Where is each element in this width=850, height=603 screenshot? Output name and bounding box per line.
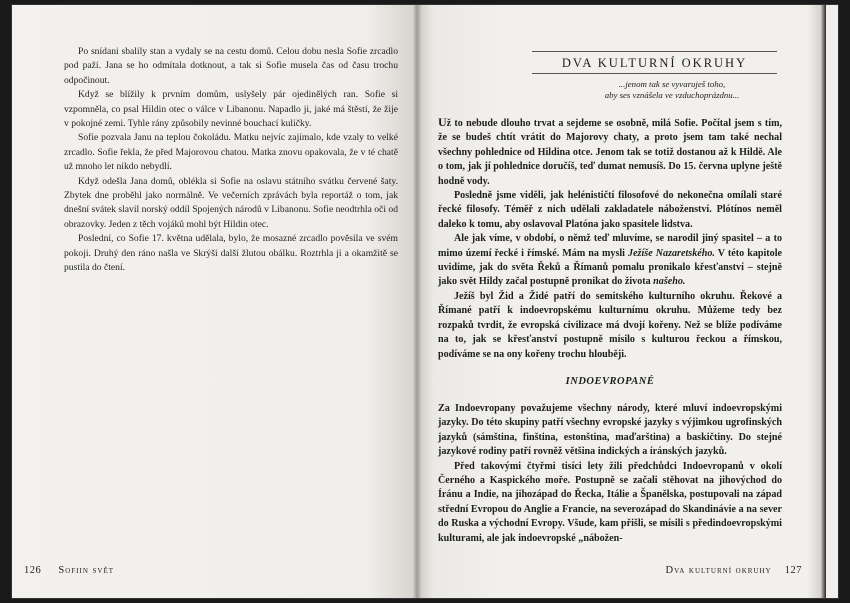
epigraph-line-1: ...jenom tak se vyvaruješ toho, [618,79,726,89]
left-page [12,5,416,598]
initial-letter: U [438,115,447,129]
section-heading: INDOEVROPANÉ [565,376,655,387]
emphasis-jesus-nazarene: Ježíše Nazaretského. [628,247,715,259]
right-page-body-section [438,402,782,546]
right-running-head: Dva kulturní okruhy [665,565,772,576]
right-page-number: 127 [784,565,802,576]
left-paragraph-2: Když se blížily k prvním domům, uslyšely pár ojedinělých ran. Sofie si vzpomněla, co psal Hildin otec o válce v Libanonu. Napadlo ji, jaké má štěstí, že žije v pokojné zemi. Tyhle rány způsobily nevinné bouchací kuličky. [64,89,398,130]
right-paragraph-1 [438,115,782,189]
right-paragraph-4: Ježíš byl Žid a Židé patří do semitského kulturního okruhu. Řekové a Římané patří k indoevropskému kulturnímu okruhu. Můžeme tedy bez rozpaků tvrdit, že evropská civilizace má dvojí kořeny. Než se blíže podíváme na to, jak se křesťanství postupně mísilo s kulturou řeckou a římskou, podíváme se na ony kořeny trochu hlouběji. [438,290,782,360]
left-page-number: 126 [24,565,42,576]
right-paragraph-1-text: ž to nebude dlouho trvat a sejdeme se osobně, milá Sofie. Počítal jsem s tím, že se budeš chtít vrátit do Majorovy chaty, a proto jsem tam také nechal všechny pohlednice od Hildina otce. Jenom tak se totiž dostanou až k Hildě. Ale o tom, jak jí pohlednice doručíš, teď dumat nemusíš. Do 15. června uplyne ještě hodně vody. [438,118,782,187]
right-paragraph-5: Za Indoevropany považujeme všechny národy, které mluví indoevropskými jazyky. Do této skupiny patří všechny evropské jazyky s výjimkou ugrofinských jazyků (sámština, finština, estonština, maďarština) a baskičtiny. Do stejné jazykové rodiny patří rovněž většina indických a íránských jazyků. [438,403,782,458]
left-paragraph-4: Když odešla Jana domů, oblékla si Sofie na oslavu státního svátku červené šaty. Zbytek dne proběhl jako normálně. Ve večerních zprávách byla reportáž o tom, jak dnešní svátek slavil norský oddíl Spojených národů v Libanonu. Sofie neodtrhla oči od obrazovky. Jeden z těch vojáků mohl být Hildin otec. [64,175,398,230]
open-book-spread [12,5,838,598]
book-gutter [412,5,422,598]
right-page-body [438,115,782,362]
chapter-epigraph [556,79,788,101]
right-paragraph-3 [438,232,782,290]
right-page [416,5,838,598]
emphasis-naseho: našeho. [653,276,686,288]
page-edge-shadow [808,5,826,598]
left-paragraph-1: Po snídani sbalily stan a vydaly se na cestu domů. Celou dobu nesla Sofie zrcadlo pod paží. Jana se ho odmítala dotknout, a tak si Sofie musela čas od času trochu odpočinout. [64,46,398,86]
right-paragraph-3-part-b: V této kapitole uvidíme, jak do světa Řeků a Římanů pomalu pronikalo křesťanství – stejně jako svět Hildy začal postupně pronikat do života [438,247,783,288]
left-running-head: Sofiin svět [58,565,115,576]
left-paragraph-5: Poslední, co Sofie 17. května udělala, bylo, že mosazné zrcadlo pověsila ve svém pokoji. Druhý den ráno našla ve Skrýši další žlutou obálku. Roztrhla ji a okamžitě se pustila do čtení. [64,233,398,274]
right-paragraph-6: Před takovými čtyřmi tisíci lety žili předchůdci Indoevropanů v okolí Černého a Kaspického moře. Postupně se začali stěhovat na jihovýchod do Íránu a Indie, na jihozápad do Řecka, Itálie a Španělska, postupovali na západ střední Evropou do Anglie a Francie, na severozápad do Skandinávie a na sever do Ruska a východní Evropy. Všude, kam přišli, se mísili s předindoevropskými kulturami, ale jak indoevropské „nábožen- [438,460,782,544]
epigraph-line-2: aby ses vznášela ve vzduchoprázdnu... [604,90,740,100]
left-paragraph-3: Sofie pozvala Janu na teplou čokoládu. Matku nejvíc zajímalo, kde vzaly to velké zrcadlo. Sofie řekla, že před Majorovou chatou. Matka znovu opakovala, že v té chatě už mnoho let nikdo nebydlí. [64,132,398,173]
right-page-footer [632,565,802,576]
left-page-footer [24,565,114,576]
left-page-body [64,45,398,276]
right-paragraph-2: Posledně jsme viděli, jak helénističtí filosofové do nekonečna omílali staré řecké filosofy. Téměř z nich udělali zakladatele náboženství. Plótínos neměl daleko k tomu, aby oslavoval Platóna jako spasitele lidstva. [438,190,782,230]
right-paragraph-3-part-a: Ale jak víme, v období, o němž teď mluvíme, se narodil jiný spasitel – a to mimo území řecké i římské. Mám na mysli [438,233,782,259]
chapter-title: DVA KULTURNÍ OKRUHY [532,51,777,74]
